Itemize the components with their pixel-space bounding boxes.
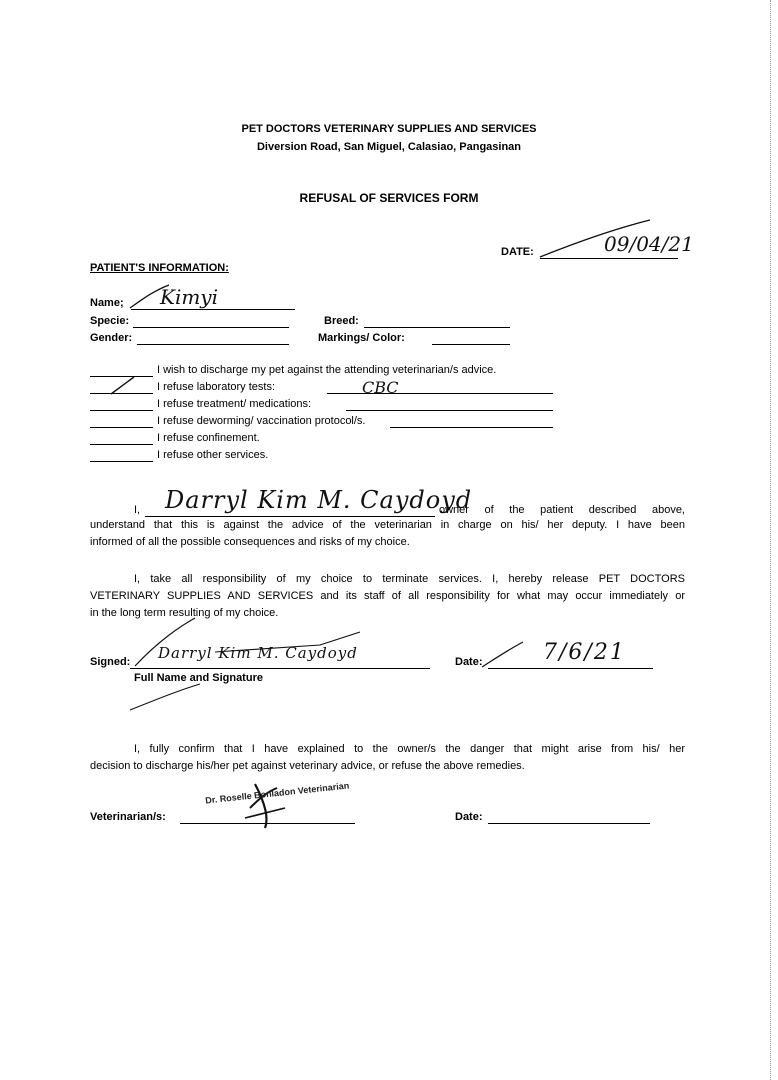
option-5-check[interactable] bbox=[90, 444, 153, 445]
option-3-detail-line[interactable] bbox=[346, 410, 553, 411]
statement1-prefix: I, bbox=[134, 504, 141, 516]
option-4-text: I refuse deworming/ vaccination protocol/s. bbox=[157, 415, 366, 427]
signed-date-stroke bbox=[478, 640, 528, 670]
option-1-text: I wish to discharge my pet against the attending veterinarian/s advice. bbox=[157, 364, 497, 376]
signature-strokes bbox=[120, 610, 380, 720]
statement2-line2: VETERINARY SUPPLIES AND SERVICES and its staff of all responsibility for what may occur immediately or bbox=[90, 590, 685, 602]
patient-info-heading: PATIENT'S INFORMATION: bbox=[90, 262, 229, 274]
option-2-tick bbox=[108, 375, 138, 397]
signed-label: Signed: bbox=[90, 656, 131, 668]
signed-signature: Darryl Kim M. Caydoyd bbox=[158, 644, 358, 662]
option-3-text: I refuse treatment/ medications: bbox=[157, 398, 312, 410]
gender-label: Gender: bbox=[90, 332, 133, 344]
veterinarian-stamp bbox=[205, 778, 355, 830]
statement3-line1: I, fully confirm that I have explained to the owner/s the danger that might arise from his/ her bbox=[134, 743, 685, 755]
breed-label: Breed: bbox=[324, 315, 359, 327]
signed-date-value: 7/6/21 bbox=[543, 640, 626, 665]
stamp-text: Dr. Roselle Bonladon Veterinarian bbox=[204, 780, 350, 806]
option-6-text: I refuse other services. bbox=[157, 449, 269, 461]
option-5-text: I refuse confinement. bbox=[157, 432, 260, 444]
statement1-line1-suffix: owner of the patient described above, bbox=[439, 504, 685, 516]
statement1-line3: informed of all the possible consequences and risks of my choice. bbox=[90, 536, 410, 548]
gender-line[interactable] bbox=[137, 344, 289, 345]
option-6-check[interactable] bbox=[90, 461, 153, 462]
full-name-sublabel: Full Name and Signature bbox=[134, 672, 263, 684]
scan-edge bbox=[770, 0, 774, 1080]
option-2-detail: CBC bbox=[362, 378, 399, 397]
veterinarian-date-label: Date: bbox=[455, 811, 483, 823]
markings-label: Markings/ Color: bbox=[318, 332, 405, 344]
option-4-check[interactable] bbox=[90, 427, 153, 428]
option-4-detail-line[interactable] bbox=[390, 427, 553, 428]
owner-signature: Darryl Kim M. Caydoyd bbox=[165, 486, 473, 514]
statement3-body bbox=[90, 741, 685, 775]
specie-label: Specie: bbox=[90, 315, 130, 327]
name-value: Kimyi bbox=[160, 285, 218, 309]
statement2-line1: I, take all responsibility of my choice to terminate services. I, hereby release PET DOCTORS bbox=[134, 573, 685, 585]
statement2-line3: in the long term resulting of my choice. bbox=[90, 607, 279, 619]
option-3-check[interactable] bbox=[90, 410, 153, 411]
company-address: Diversion Road, San Miguel, Calasiao, Pangasinan bbox=[256, 141, 522, 153]
veterinarian-date-line[interactable] bbox=[488, 823, 650, 824]
date-label: DATE: bbox=[501, 246, 534, 258]
markings-line[interactable] bbox=[432, 344, 510, 345]
signed-date-label: Date: bbox=[455, 656, 483, 668]
breed-line[interactable] bbox=[364, 327, 510, 328]
option-2-detail-line[interactable] bbox=[327, 393, 553, 394]
form-title: REFUSAL OF SERVICES FORM bbox=[299, 191, 479, 205]
name-label: Name; bbox=[90, 297, 124, 309]
veterinarian-label: Veterinarian/s: bbox=[90, 811, 166, 823]
statement1-body bbox=[90, 517, 685, 551]
statement3-line2: decision to discharge his/her pet against veterinary advice, or refuse the above remedies. bbox=[90, 760, 525, 772]
company-name: PET DOCTORS VETERINARY SUPPLIES AND SERVICES bbox=[241, 123, 537, 135]
statement1-line2: understand that this is against the advice of the veterinarian in charge on his/ her deputy. I have been bbox=[90, 519, 685, 531]
option-2-text: I refuse laboratory tests: bbox=[157, 381, 275, 393]
date-value: 09/04/21 bbox=[604, 232, 694, 256]
specie-line[interactable] bbox=[133, 327, 289, 328]
